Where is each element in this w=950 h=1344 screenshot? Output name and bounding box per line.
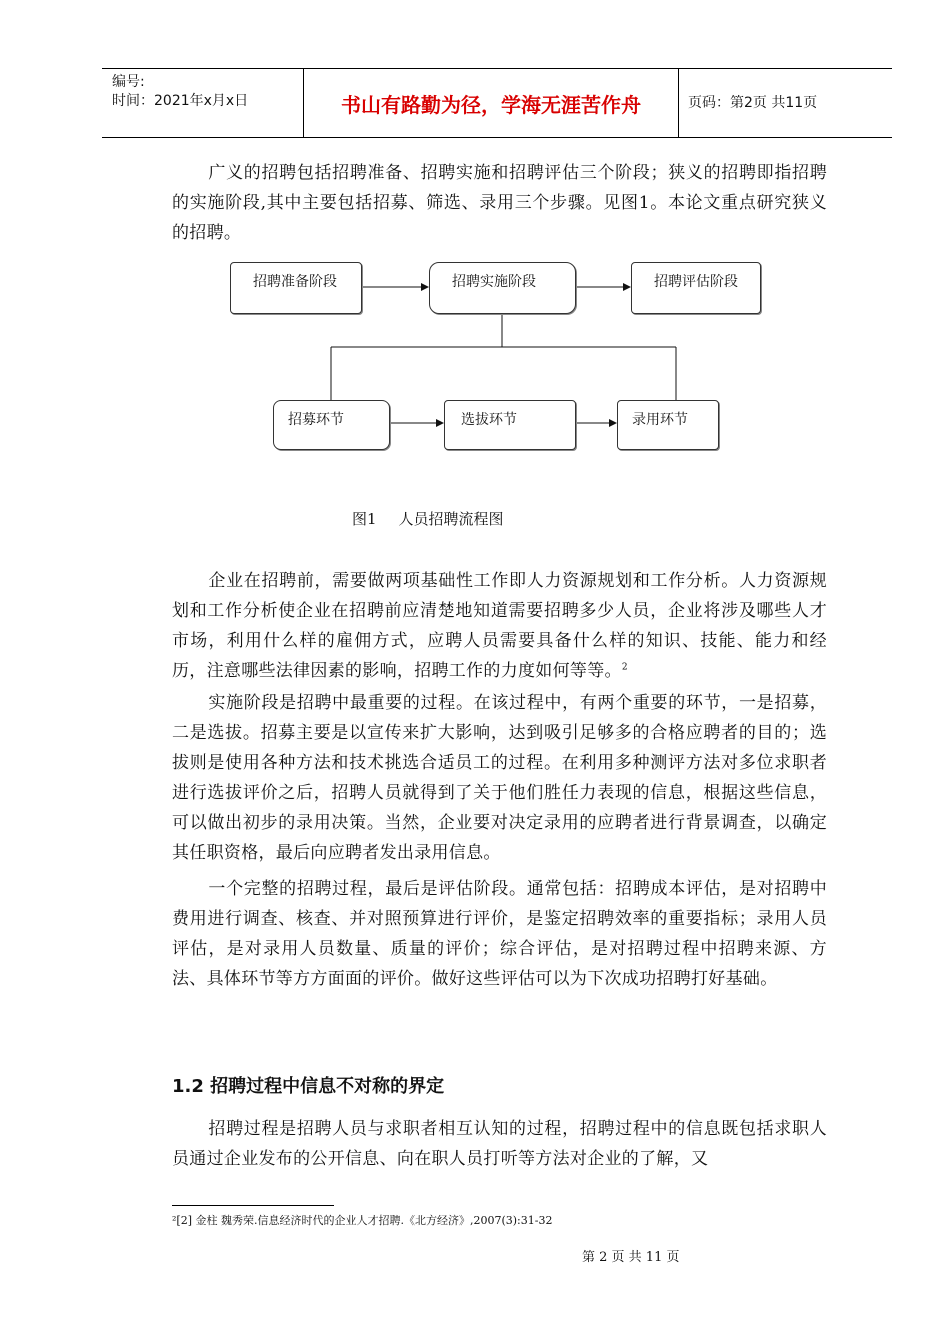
box-recruit-prep xyxy=(230,262,362,314)
box-recruiting-step xyxy=(273,400,390,450)
page-number: 第 2 页 共 11 页 xyxy=(582,1250,680,1265)
paragraph-text: 一个完整的招聘过程，最后是评估阶段。通常包括：招聘成本评估，是对招聘中费用进行调查、核查、并对照预算进行评价，是鉴定招聘效率的重要指标；录用人员评估，是对录用人员数量、质量的评价；综合评估，是对招聘过程中招聘来源、方法、具体环节等方方面面的评价。做好这些评估可以为下次成功招聘打好基础。 xyxy=(172,879,827,989)
paragraph-5 xyxy=(172,1114,827,1174)
box-recruit-implementation xyxy=(429,262,576,314)
header-page-code: 页码：第2页 共11页 xyxy=(688,95,818,111)
box-recruit-evaluation xyxy=(631,262,761,314)
box-label: 录用环节 xyxy=(632,412,688,428)
box-hiring-step xyxy=(617,400,719,450)
section-heading: 1.2 招聘过程中信息不对称的界定 xyxy=(172,1076,445,1097)
footnote-marker[interactable]: 2 xyxy=(621,662,628,673)
box-label: 招聘准备阶段 xyxy=(253,274,337,290)
footnote: ²[2] 金柱 魏秀荣.信息经济时代的企业人才招聘.《北方经济》,2007(3):31-32 xyxy=(172,1214,553,1227)
figure-title: 人员招聘流程图 xyxy=(398,510,504,528)
box-label: 招聘实施阶段 xyxy=(452,274,536,290)
paragraph-text: 实施阶段是招聘中最重要的过程。在该过程中，有两个重要的环节，一是招募，二是选拔。招募主要是以宣传来扩大影响，达到吸引足够多的合格应聘者的目的；选拔则是使用各种方法和技术挑选合适员工的过程。在利用多种测评方法对多位求职者进行选拔评价之后，招聘人员就得到了关于他们胜任力表现的信息，根据这些信息，可以做出初步的录用决策。当然，企业要对决定录用的应聘者进行背景调查，以确定其任职资格，最后向应聘者发出录用信息。 xyxy=(172,693,827,863)
box-label: 选拔环节 xyxy=(461,412,517,428)
box-label: 招募环节 xyxy=(288,412,344,428)
figure-number: 图1 xyxy=(352,510,377,528)
paragraph-4 xyxy=(172,874,827,994)
box-label: 招聘评估阶段 xyxy=(654,274,738,290)
paragraph-3 xyxy=(172,688,827,868)
box-selection-step xyxy=(444,400,576,450)
footnote-rule xyxy=(172,1205,334,1206)
time-label: 时间：2021年x月x日 xyxy=(112,93,249,109)
header-motto: 书山有路勤为径，学海无涯苦作舟 xyxy=(341,92,641,117)
paragraph-text: 广义的招聘包括招聘准备、招聘实施和招聘评估三个阶段；狭义的招聘即指招聘的实施阶段,其中主要包括招募、筛选、录用三个步骤。见图1。本论文重点研究狭义的招聘。 xyxy=(172,163,827,243)
figure-caption xyxy=(352,508,504,529)
paragraph-2 xyxy=(172,566,827,686)
paragraph-text: 企业在招聘前，需要做两项基础性工作即人力资源规划和工作分析。人力资源规划和工作分析使企业在招聘前应清楚地知道需要招聘多少人员，企业将涉及哪些人才市场，利用什么样的雇佣方式，应聘人员需要具备什么样的知识、技能、能力和经历，注意哪些法律因素的影响，招聘工作的力度如何等等。 xyxy=(172,571,827,681)
serial-label: 编号: xyxy=(112,74,145,90)
paragraph-text: 招聘过程是招聘人员与求职者相互认知的过程，招聘过程中的信息既包括求职人员通过企业发布的公开信息、向在职人员打听等方法对企业的了解，又 xyxy=(172,1119,827,1169)
